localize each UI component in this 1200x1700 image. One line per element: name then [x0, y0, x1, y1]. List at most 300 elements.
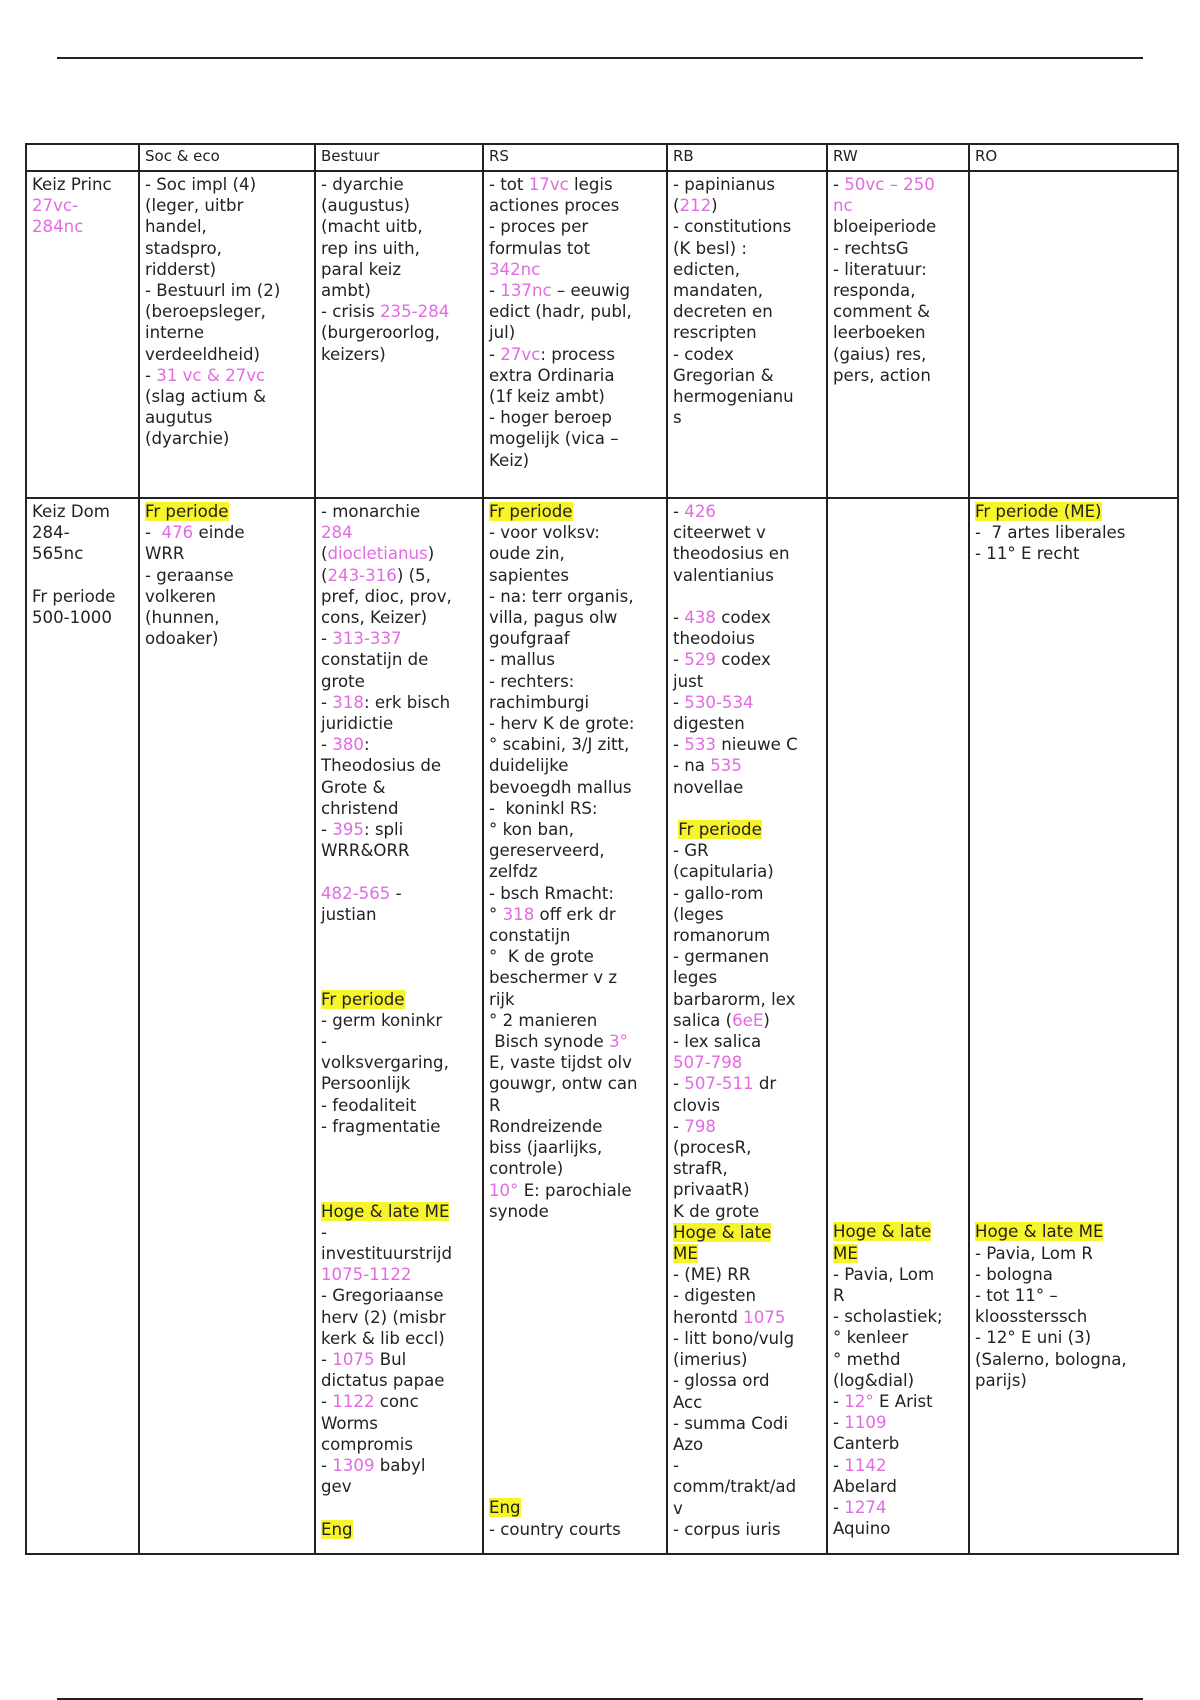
note-text: - country courts — [489, 1519, 621, 1539]
cell-line — [489, 883, 661, 904]
cell-line — [975, 671, 1172, 692]
cell-line — [145, 565, 309, 586]
note-text: ) — [763, 1010, 770, 1030]
date-text: 798 — [684, 1116, 716, 1136]
note-text: - rechtsG — [833, 238, 909, 258]
cell-line — [833, 1412, 963, 1433]
note-text: - 11° E recht — [975, 544, 1080, 564]
cell-line — [673, 1116, 821, 1137]
cell-line — [489, 1137, 661, 1158]
highlighted-heading: Fr periode — [145, 502, 229, 521]
note-text: ° methd — [833, 1349, 901, 1369]
cell-line — [975, 798, 1172, 819]
cell-line — [833, 259, 963, 280]
date-text: 535 — [710, 756, 742, 776]
cell-line — [145, 628, 309, 649]
note-text: - — [321, 629, 333, 649]
cell-line — [489, 543, 661, 564]
note-text: comm/trakt/ad — [673, 1477, 797, 1497]
cell-rb — [667, 498, 827, 1554]
note-text: E, vaste tijdst olv — [489, 1053, 632, 1073]
note-text: ( — [673, 196, 680, 216]
cell-line — [833, 586, 963, 607]
note-text: ) (5, — [396, 565, 431, 585]
cell-line — [321, 344, 477, 365]
highlighted-heading: Eng — [321, 1519, 353, 1539]
cell-line — [321, 1476, 477, 1497]
cell-line — [833, 1031, 963, 1052]
note-text: gev — [321, 1477, 352, 1497]
note-text: E: parochiale — [518, 1180, 632, 1200]
note-text: - na: terr organis, — [489, 586, 634, 606]
note-text: - corpus iuris — [673, 1519, 781, 1539]
cell-line — [975, 1031, 1172, 1052]
header-row — [26, 144, 1178, 171]
date-text: 284nc — [32, 217, 84, 237]
cell-line — [673, 1137, 821, 1158]
cell-line — [833, 365, 963, 386]
cell-line — [489, 989, 661, 1010]
date-text: 482-565 — [321, 883, 391, 903]
note-text: theodosius en — [673, 544, 790, 564]
note-text: - — [833, 1455, 845, 1475]
note-text: sapientes — [489, 565, 570, 585]
header-cell-rw: RW — [827, 144, 969, 171]
note-text: - Pavia, Lom — [833, 1264, 935, 1284]
cell-line — [321, 501, 477, 522]
note-text: (Salerno, bologna, — [975, 1349, 1127, 1369]
cell-line — [321, 1434, 477, 1455]
table-row — [26, 171, 1178, 498]
cell-line — [489, 450, 661, 471]
note-text: constatijn — [489, 926, 571, 946]
cell-line — [321, 216, 477, 237]
cell-line — [673, 1498, 821, 1519]
cell-line — [489, 1307, 661, 1328]
note-text: digesten — [673, 714, 745, 734]
note-text: Canterb — [833, 1434, 900, 1454]
note-text: investituurstrijd — [321, 1244, 453, 1263]
cell-line — [489, 428, 661, 449]
cell-line — [833, 1052, 963, 1073]
cell-line — [321, 692, 477, 713]
date-text: nc — [833, 196, 853, 216]
date-text: 1075 — [332, 1350, 375, 1370]
note-text: leerboeken — [833, 323, 926, 343]
date-text: 235-284 — [380, 302, 450, 322]
cell-line — [489, 1264, 661, 1285]
note-text: - — [321, 735, 333, 755]
cell-line — [321, 946, 477, 967]
cell-line — [673, 946, 821, 967]
cell-line — [32, 543, 133, 564]
cell-line — [489, 1497, 661, 1518]
cell-line — [321, 819, 477, 840]
cell-line — [321, 1391, 477, 1412]
cell-line — [321, 565, 477, 586]
cell-line — [975, 776, 1172, 797]
note-text: rep ins uith, — [321, 238, 420, 258]
cell-line — [673, 365, 821, 386]
highlighted-heading: Fr periode — [489, 502, 573, 521]
date-text: 12° — [844, 1392, 874, 1411]
cell-line — [321, 1370, 477, 1391]
cell-line — [321, 1095, 477, 1116]
note-text: formulas tot — [489, 238, 591, 258]
note-text: - digesten — [673, 1286, 757, 1306]
cell-line — [833, 776, 963, 797]
note-text: ambt) — [321, 281, 371, 301]
cell-line — [321, 777, 477, 798]
cell-line — [833, 649, 963, 670]
cell-line — [321, 543, 477, 564]
cell-line — [673, 819, 821, 840]
note-text: odoaker) — [145, 629, 219, 649]
note-text: WRR — [145, 544, 185, 564]
cell-line — [833, 1476, 963, 1497]
cell-line — [321, 925, 477, 946]
cell-line — [975, 925, 1172, 946]
note-text: Grote & — [321, 777, 386, 797]
cell-line — [975, 1052, 1172, 1073]
note-text: gouwgr, ontw can — [489, 1074, 638, 1094]
note-text: goufgraaf — [489, 629, 570, 649]
date-text: diocletianus — [327, 544, 428, 564]
note-text: - summa Codi — [673, 1413, 789, 1433]
highlighted-heading: Hoge & late ME — [975, 1222, 1104, 1242]
cell-line — [321, 1201, 477, 1222]
note-text: (leger, uitbr — [145, 196, 244, 216]
cell-line — [833, 1497, 963, 1518]
note-text: zelfdz — [489, 862, 538, 882]
cell-line — [321, 1285, 477, 1306]
cell-line — [975, 988, 1172, 1009]
note-text: (macht uitb, — [321, 217, 423, 237]
note-text: Theodosius de — [321, 756, 442, 776]
date-text: 476 — [161, 523, 194, 543]
note-text: synode — [489, 1201, 549, 1221]
cell-line — [321, 798, 477, 819]
note-text: - tot 11° – — [975, 1286, 1058, 1306]
cell-line — [975, 1200, 1172, 1221]
note-text: (capitularia) — [673, 862, 774, 882]
cell-line — [673, 1179, 821, 1200]
note-text: Persoonlijk — [321, 1074, 411, 1094]
cell-line — [489, 1391, 661, 1412]
cell-line — [489, 755, 661, 776]
note-text: (1f keiz ambt) — [489, 387, 605, 407]
highlighted-heading: Fr periode — [321, 989, 405, 1009]
cell-line — [321, 1519, 477, 1540]
cell-line — [145, 607, 309, 628]
cell-line — [975, 501, 1172, 522]
cell-line — [489, 1349, 661, 1370]
note-text: rachimburgi — [489, 692, 590, 712]
cell-line — [975, 522, 1172, 543]
note-text: compromis — [321, 1434, 414, 1454]
cell-line — [673, 280, 821, 301]
cell-line — [673, 1201, 821, 1222]
cell-line — [321, 734, 477, 755]
cell-line — [833, 1433, 963, 1454]
note-text: - Bestuurl im (2) — [145, 281, 281, 301]
note-text: clovis — [673, 1095, 720, 1115]
cell-line — [975, 1349, 1172, 1370]
header-cell-bestuur: Bestuur — [315, 144, 483, 171]
cell-line — [145, 195, 309, 216]
cell-ro — [969, 498, 1178, 1554]
note-text: R — [489, 1095, 501, 1115]
cell-line — [673, 883, 821, 904]
note-text: - — [321, 820, 333, 840]
cell-line — [489, 1010, 661, 1031]
note-text: - — [145, 365, 157, 385]
note-text: - Pavia, Lom R — [975, 1243, 1093, 1263]
date-text: 438 — [684, 608, 716, 627]
header-cell-period — [26, 144, 139, 171]
note-text: (beroepsleger, — [145, 302, 266, 322]
cell-line — [975, 1158, 1172, 1179]
cell-line — [489, 1180, 661, 1201]
cell-line — [975, 882, 1172, 903]
note-text: rescripten — [673, 323, 757, 343]
note-text: - — [489, 281, 501, 301]
note-text: - — [673, 502, 685, 521]
note-text: - — [673, 1116, 685, 1136]
date-text: 342nc — [489, 259, 541, 279]
cell-line — [975, 1010, 1172, 1031]
cell-line — [145, 428, 309, 449]
cell-line — [673, 671, 821, 692]
cell-line — [321, 1497, 477, 1518]
cell-line — [489, 1031, 661, 1052]
cell-line — [321, 904, 477, 925]
note-text: bloeiperiode — [833, 217, 937, 237]
note-text: 284- — [32, 523, 70, 543]
cell-line — [321, 1455, 477, 1476]
date-text: 529 — [684, 650, 716, 670]
cell-line — [673, 1455, 821, 1476]
note-text: dictatus papae — [321, 1371, 445, 1391]
cell-line — [833, 344, 963, 365]
date-text: 1075-1122 — [321, 1265, 412, 1285]
cell-line — [321, 1137, 477, 1158]
cell-line — [673, 238, 821, 259]
cell-line — [489, 1052, 661, 1073]
cell-line — [489, 586, 661, 607]
cell-line — [673, 607, 821, 628]
cell-line — [489, 671, 661, 692]
note-text: beschermer v z — [489, 968, 618, 988]
cell-line — [833, 904, 963, 925]
note-text: cons, Keizer) — [321, 608, 428, 628]
note-text: controle) — [489, 1159, 564, 1179]
cell-line — [489, 1413, 661, 1434]
cell-line — [145, 365, 309, 386]
cell-line — [145, 501, 309, 522]
cell-line — [489, 1519, 661, 1540]
note-text: WRR&ORR — [321, 841, 410, 861]
cell-line — [833, 861, 963, 882]
cell-line — [673, 925, 821, 946]
note-text: - — [390, 883, 402, 903]
cell-line — [673, 649, 821, 670]
note-text: - — [321, 1222, 327, 1242]
note-text: - — [321, 1392, 333, 1412]
note-text: rijk — [489, 989, 515, 1009]
note-text: - germanen — [673, 947, 770, 967]
note-text: Bisch synode — [489, 1032, 609, 1052]
note-text: (hunnen, — [145, 608, 220, 628]
note-text: - Soc impl (4) — [145, 175, 257, 194]
note-text: : erk bisch — [363, 692, 451, 712]
cell-line — [321, 1413, 477, 1434]
note-text: interne — [145, 323, 205, 343]
note-text: conc — [374, 1392, 419, 1412]
note-text: - — [833, 1413, 845, 1433]
cell-line — [32, 565, 133, 586]
cell-line — [673, 692, 821, 713]
note-text: herontd — [673, 1307, 744, 1327]
cell-line — [833, 925, 963, 946]
cell-line — [833, 819, 963, 840]
cell-line — [673, 1413, 821, 1434]
cell-line — [673, 1222, 821, 1243]
cell-line — [489, 1095, 661, 1116]
note-text: (leges — [673, 904, 724, 924]
cell-line — [975, 1094, 1172, 1115]
note-text: ) — [711, 196, 718, 216]
cell-line — [975, 1306, 1172, 1327]
cell-line — [833, 280, 963, 301]
note-text: - 12° E uni (3) — [975, 1328, 1092, 1348]
note-text: Keiz) — [489, 450, 530, 470]
date-text: 284 — [321, 523, 353, 543]
cell-line — [145, 522, 309, 543]
cell-line — [673, 301, 821, 322]
note-text: - na — [673, 756, 711, 776]
cell-line — [673, 1307, 821, 1328]
cell-line — [975, 755, 1172, 776]
cell-line — [321, 649, 477, 670]
cell-line — [489, 1158, 661, 1179]
header-rule — [57, 57, 1143, 59]
cell-line — [321, 755, 477, 776]
cell-line — [975, 1370, 1172, 1391]
cell-line — [833, 1285, 963, 1306]
note-text: - feodaliteit — [321, 1095, 417, 1115]
date-text: 1075 — [743, 1307, 786, 1327]
cell-rb — [667, 171, 827, 498]
cell-line — [673, 1434, 821, 1455]
cell-line — [833, 216, 963, 237]
cell-line — [673, 522, 821, 543]
note-text: E Arist — [873, 1392, 933, 1411]
cell-line — [321, 1073, 477, 1094]
note-text: : spli — [363, 820, 404, 840]
cell-line — [673, 1010, 821, 1031]
cell-line — [321, 238, 477, 259]
cell-line — [975, 1243, 1172, 1264]
note-text: augutus — [145, 408, 213, 428]
cell-line — [833, 840, 963, 861]
cell-line — [489, 798, 661, 819]
note-text: extra Ordinaria — [489, 365, 615, 385]
cell-line — [833, 522, 963, 543]
note-text: - Gregoriaanse — [321, 1286, 444, 1306]
date-text: 1142 — [844, 1455, 887, 1475]
cell-line — [833, 755, 963, 776]
date-text: 212 — [679, 196, 712, 216]
note-text: leges — [673, 968, 718, 988]
note-text: ° 2 manieren — [489, 1010, 598, 1030]
cell-line — [489, 280, 661, 301]
note-text: christend — [321, 798, 399, 818]
cell-line — [833, 1391, 963, 1412]
note-text: - 7 artes liberales — [975, 523, 1126, 543]
highlighted-heading: ME — [833, 1243, 858, 1263]
cell-line — [833, 607, 963, 628]
cell-line — [489, 501, 661, 522]
cell-line — [833, 1010, 963, 1031]
note-text: pers, action — [833, 365, 931, 385]
cell-line — [673, 989, 821, 1010]
date-text: 137nc — [500, 281, 552, 301]
note-text: - — [145, 523, 162, 543]
note-text: - — [673, 1456, 679, 1476]
cell-line — [673, 543, 821, 564]
cell-line — [145, 386, 309, 407]
cell-line — [145, 238, 309, 259]
cell-line — [145, 407, 309, 428]
cell-line — [833, 1349, 963, 1370]
note-text: ( — [321, 544, 328, 564]
cell-line — [833, 1327, 963, 1348]
note-text: privaatR) — [673, 1180, 750, 1200]
cell-line — [489, 1222, 661, 1243]
date-text: 6eE — [732, 1010, 764, 1030]
note-text: volkeren — [145, 586, 216, 606]
cell-line — [975, 1285, 1172, 1306]
cell-line — [145, 280, 309, 301]
date-text: 313-337 — [332, 629, 402, 649]
cell-line — [321, 259, 477, 280]
note-text: - crisis — [321, 302, 380, 322]
cell-line — [321, 840, 477, 861]
cell-line — [489, 1243, 661, 1264]
cell-line — [833, 501, 963, 522]
cell-line — [489, 967, 661, 988]
cell-line — [489, 1073, 661, 1094]
note-text: 500-1000 — [32, 608, 112, 627]
cell-period — [26, 498, 139, 1554]
cell-line — [975, 607, 1172, 628]
note-text: citeerwet v — [673, 523, 766, 543]
note-text: - — [673, 1074, 685, 1094]
cell-line — [489, 692, 661, 713]
cell-line — [833, 713, 963, 734]
note-text: strafR, — [673, 1159, 728, 1179]
note-text: - monarchie — [321, 502, 421, 521]
cell-line — [673, 1370, 821, 1391]
date-text: 50vc – 250 — [844, 175, 935, 194]
header-cell-rs: RS — [483, 144, 667, 171]
note-text: handel, — [145, 217, 207, 237]
cell-line — [673, 174, 821, 195]
date-text: 243-316 — [327, 565, 397, 585]
cell-line — [673, 1052, 821, 1073]
cell-line — [489, 925, 661, 946]
